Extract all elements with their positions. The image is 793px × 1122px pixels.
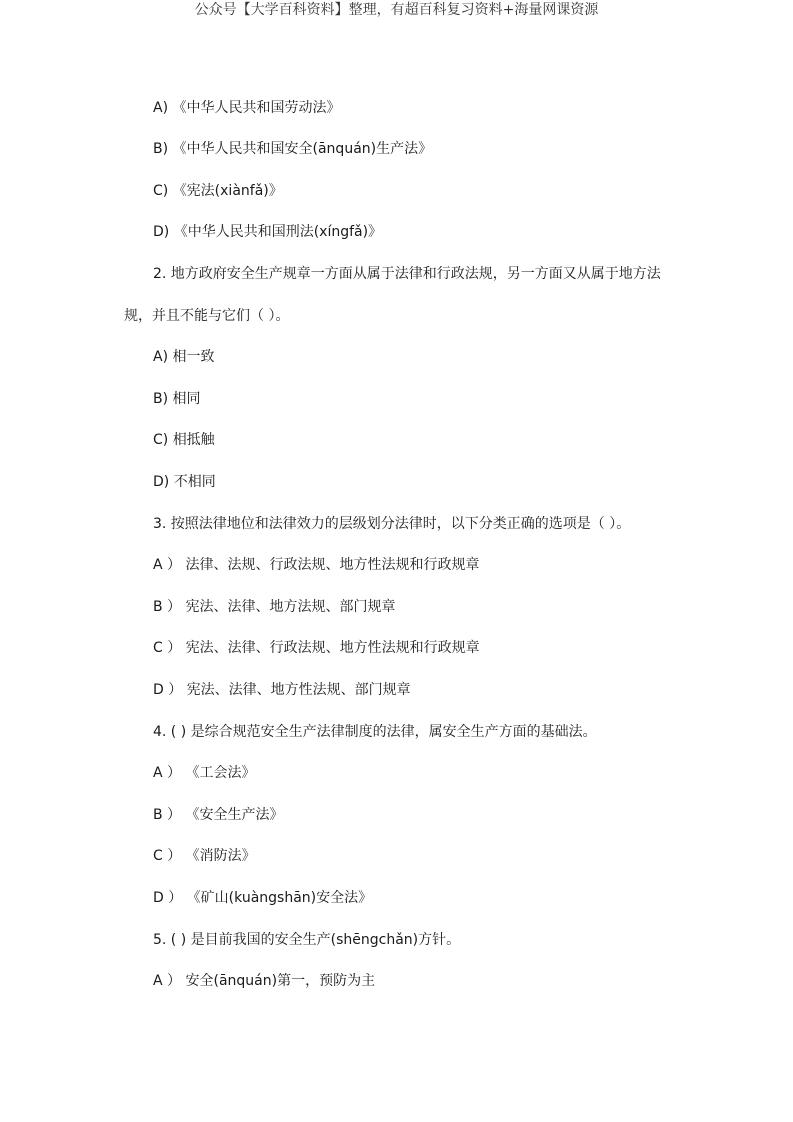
option-line: A ） 安全(ānquán)第一，预防为主 (153, 973, 376, 989)
option-line: C) 《宪法(xiànfǎ)》 (153, 183, 283, 199)
question-line: 4. ( ) 是综合规范安全生产法律制度的法律，属安全生产方面的基础法。 (153, 724, 597, 740)
option-line: C) 相抵触 (153, 432, 215, 448)
option-line: B ） 《安全生产法》 (153, 807, 284, 823)
option-line: A ） 《工会法》 (153, 765, 256, 781)
option-line: D) 不相同 (153, 474, 216, 490)
option-line: D ） 宪法、法律、地方性法规、部门规章 (153, 682, 411, 698)
option-line: A) 相一致 (153, 349, 215, 365)
option-line: C ） 宪法、法律、行政法规、地方性法规和行政规章 (153, 640, 480, 656)
question-line: 5. ( ) 是目前我国的安全生产(shēngchǎn)方针。 (153, 932, 461, 948)
option-line: D) 《中华人民共和国刑法(xíngfǎ)》 (153, 224, 383, 240)
question-line-continued: 规，并且不能与它们（ ）。 (124, 308, 290, 324)
page-header: 公众号【大学百科资料】整理，有超百科复习资料+海量网课资源 (194, 2, 599, 18)
option-line: B ） 宪法、法律、地方法规、部门规章 (153, 599, 396, 615)
option-line: B) 相同 (153, 391, 201, 407)
option-line: A ） 法律、法规、行政法规、地方性法规和行政规章 (153, 557, 480, 573)
question-line: 3. 按照法律地位和法律效力的层级划分法律时，以下分类正确的选项是（ ）。 (153, 516, 631, 532)
option-line: A) 《中华人民共和国劳动法》 (153, 100, 341, 116)
option-line: B) 《中华人民共和国安全(ānquán)生产法》 (153, 141, 433, 157)
option-line: C ） 《消防法》 (153, 848, 256, 864)
option-line: D ） 《矿山(kuàngshān)安全法》 (153, 890, 373, 906)
question-line: 2. 地方政府安全生产规章一方面从属于法律和行政法规，另一方面又从属于地方法 (153, 266, 661, 282)
